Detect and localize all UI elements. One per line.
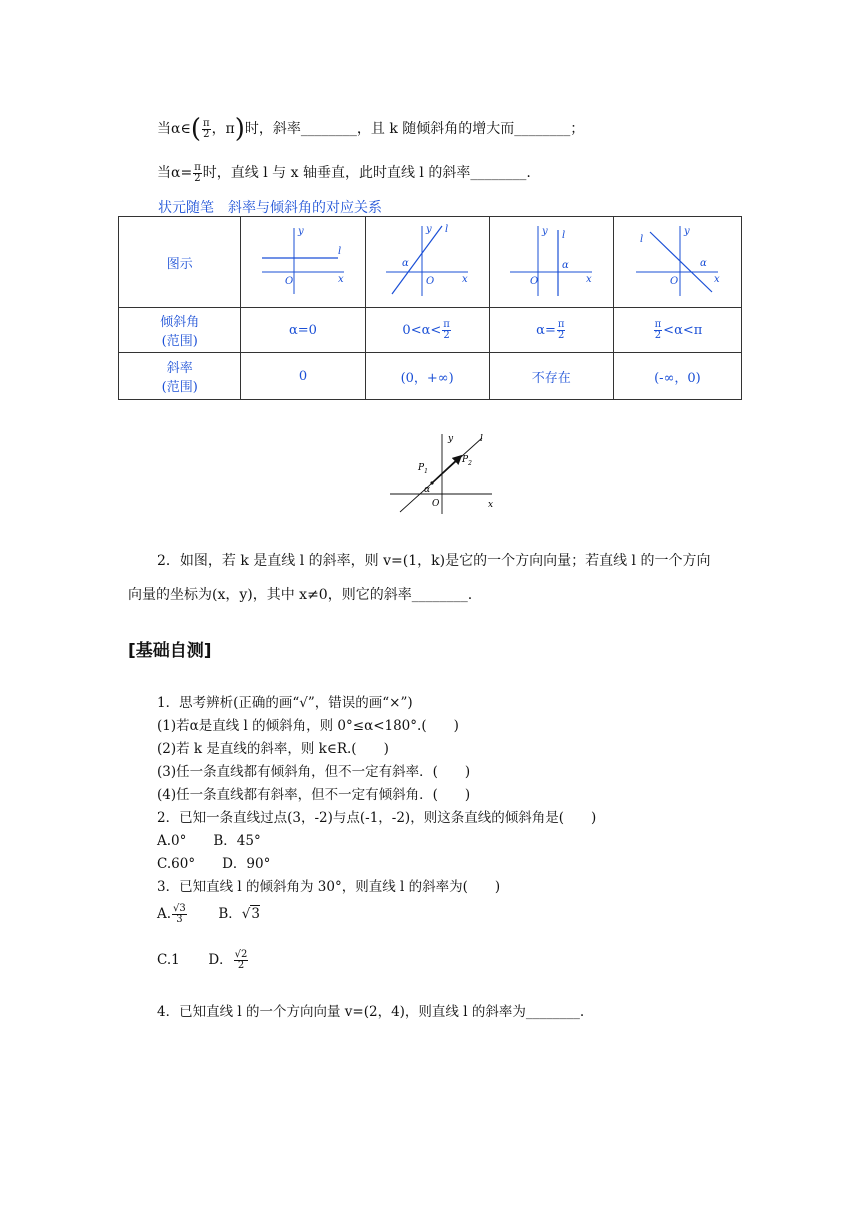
line-interval xyxy=(157,114,585,144)
question-3: 3．已知直线 l 的倾斜角为 30°，则直线 l 的斜率为( ) xyxy=(157,879,501,895)
option-b-label: B． xyxy=(218,906,242,922)
angle-range-label: (范围) xyxy=(161,334,198,349)
p1-label xyxy=(417,463,428,475)
frac-den: 2 xyxy=(557,329,565,341)
frac-pi-over-2 xyxy=(442,320,451,341)
angle-cell-2 xyxy=(365,308,489,353)
diagram-cell-4 xyxy=(613,217,741,308)
line-vertical xyxy=(157,162,531,184)
frac-den: 2 xyxy=(443,329,450,341)
option-d-label: D． xyxy=(208,952,233,968)
section-title: [基础自测] xyxy=(128,641,212,661)
x-label: x xyxy=(337,274,344,285)
y-label: y xyxy=(542,226,548,237)
frac-sqrt2-over-2 xyxy=(234,950,249,971)
angle-value: 0<α< xyxy=(402,322,442,338)
diagram-negative-slope xyxy=(632,222,722,298)
question-2-options-cd: C.60° D．90° xyxy=(157,856,271,872)
option-a-label: A. xyxy=(157,906,172,922)
question-1-4: (4)任一条直线都有斜率，但不一定有倾斜角．( ) xyxy=(157,787,471,803)
angle-value: α= xyxy=(536,322,556,338)
angle-value: <α<π xyxy=(663,322,703,338)
line2-prefix: 当α= xyxy=(157,165,193,181)
x-label: x xyxy=(586,274,592,285)
question-4: 4．已知直线 l 的一个方向向量 v=(2，4)，则直线 l 的斜率为________. xyxy=(157,1004,585,1020)
alpha-label: α xyxy=(402,258,409,269)
frac-pi-over-2 xyxy=(193,163,202,184)
frac-num: √3 xyxy=(173,903,186,914)
slope-value: (-∞，0) xyxy=(654,370,701,386)
slope-label: 斜率 xyxy=(166,361,193,376)
frac-den: 2 xyxy=(203,128,210,140)
frac-num: π xyxy=(443,318,450,330)
slope-cell-2 xyxy=(365,353,489,400)
x-label: x xyxy=(714,274,721,285)
frac-num: π xyxy=(557,318,565,330)
line-l xyxy=(392,226,442,294)
slope-value: (0，+∞) xyxy=(400,370,454,386)
angle-cell-1 xyxy=(241,308,365,353)
line1-text: 时，斜率________，且 k 随倾斜角的增大而________； xyxy=(244,121,585,137)
line1-prefix: 当α∈ xyxy=(157,121,191,137)
slope-value: 不存在 xyxy=(531,370,571,386)
diagram-positive-slope xyxy=(382,222,472,298)
alpha-label: α xyxy=(700,258,708,269)
o-label: O xyxy=(670,276,679,287)
question-1-1: (1)若α是直线 l 的倾斜角，则 0°≤α<180°.( ) xyxy=(157,718,459,734)
y-label: y xyxy=(297,226,304,237)
question-2: 2．已知一条直线过点(3，-2)与点(-1，-2)，则这条直线的倾斜角是( ) xyxy=(157,810,597,826)
o-label: O xyxy=(530,276,539,287)
row-header-figure xyxy=(119,217,241,308)
slope-angle-table xyxy=(118,216,742,400)
radicand: 3 xyxy=(251,906,260,922)
line2-text: 时，直线 l 与 x 轴垂直，此时直线 l 的斜率________. xyxy=(202,165,531,181)
frac-pi-over-2 xyxy=(557,320,566,341)
angle-cell-4 xyxy=(613,308,741,353)
alpha-label: α xyxy=(424,485,431,495)
vector-arrow xyxy=(432,456,461,483)
frac-den: 2 xyxy=(654,329,662,341)
question-3-options-ab xyxy=(157,902,260,925)
interval-mid: ，π xyxy=(211,121,235,137)
slope-cell-4 xyxy=(613,353,741,400)
close-paren: ) xyxy=(234,114,245,144)
x-label: x xyxy=(488,500,494,510)
angle-label: 倾斜角 xyxy=(160,315,200,330)
l-label: l xyxy=(337,246,342,257)
frac-pi-over-2 xyxy=(654,320,663,341)
p1-sub: 1 xyxy=(424,468,428,475)
slope-cell-3 xyxy=(489,353,613,400)
question-2-options-ab: A.0° B．45° xyxy=(157,833,261,849)
frac-pi-over-2 xyxy=(202,119,211,140)
l-label: l xyxy=(640,234,644,245)
para2-line2: 向量的坐标为(x，y)，其中 x≠0，则它的斜率________. xyxy=(128,587,473,603)
slope-value: 0 xyxy=(298,368,308,384)
y-label: y xyxy=(448,434,454,444)
frac-num: π xyxy=(654,318,662,330)
p1-letter: P xyxy=(418,463,425,473)
question-1: 1．思考辨析(正确的画“√”，错误的画“×”) xyxy=(157,695,413,711)
p2-label xyxy=(461,455,472,467)
o-label: O xyxy=(432,499,440,509)
l-label: l xyxy=(445,224,449,235)
o-label: O xyxy=(284,276,294,287)
option-c-label: C.1 xyxy=(157,952,180,968)
question-3-options-cd xyxy=(157,948,249,971)
alpha-label: α xyxy=(562,260,570,271)
row-header-slope xyxy=(119,353,241,400)
question-1-2: (2)若 k 是直线的斜率，则 k∈R.( ) xyxy=(157,741,389,757)
angle-cell-3 xyxy=(489,308,613,353)
frac-den: 2 xyxy=(194,172,201,184)
o-label: O xyxy=(426,276,435,287)
sqrt-3: √3 xyxy=(241,906,260,922)
question-1-3: (3)任一条直线都有倾斜角，但不一定有斜率．( ) xyxy=(157,764,471,780)
open-paren: ( xyxy=(190,114,201,144)
frac-num: √2 xyxy=(234,949,248,960)
direction-vector-figure xyxy=(388,432,500,516)
diagram-horizontal-line xyxy=(258,222,348,298)
point-p1 xyxy=(430,481,433,484)
y-label: y xyxy=(684,226,691,237)
l-label: l xyxy=(562,230,566,241)
diagram-cell-1 xyxy=(241,217,365,308)
frac-den: 2 xyxy=(237,960,245,971)
diagram-vertical-line xyxy=(506,222,596,298)
l-label: l xyxy=(480,434,483,444)
frac-num: π xyxy=(194,161,201,173)
frac-den: 3 xyxy=(176,914,183,925)
slope-range-label: (范围) xyxy=(161,380,198,395)
frac-num: π xyxy=(202,117,210,129)
angle-value: α=0 xyxy=(289,322,317,338)
diagram-cell-2 xyxy=(365,217,489,308)
frac-sqrt3-over-3 xyxy=(172,904,187,925)
table-caption: 状元随笔 斜率与倾斜角的对应关系 xyxy=(158,200,382,216)
para2-line1: 2．如图，若 k 是直线 l 的斜率，则 v=(1，k)是它的一个方向向量；若直线 l 的一个方向 xyxy=(157,553,711,569)
diagram-cell-3 xyxy=(489,217,613,308)
y-label: y xyxy=(426,224,432,235)
p2-letter: P xyxy=(462,455,469,465)
slope-cell-1 xyxy=(241,353,365,400)
row-header-angle xyxy=(119,308,241,353)
p2-sub: 2 xyxy=(468,460,472,467)
figure-label: 图示 xyxy=(166,256,193,272)
x-label: x xyxy=(462,274,468,285)
